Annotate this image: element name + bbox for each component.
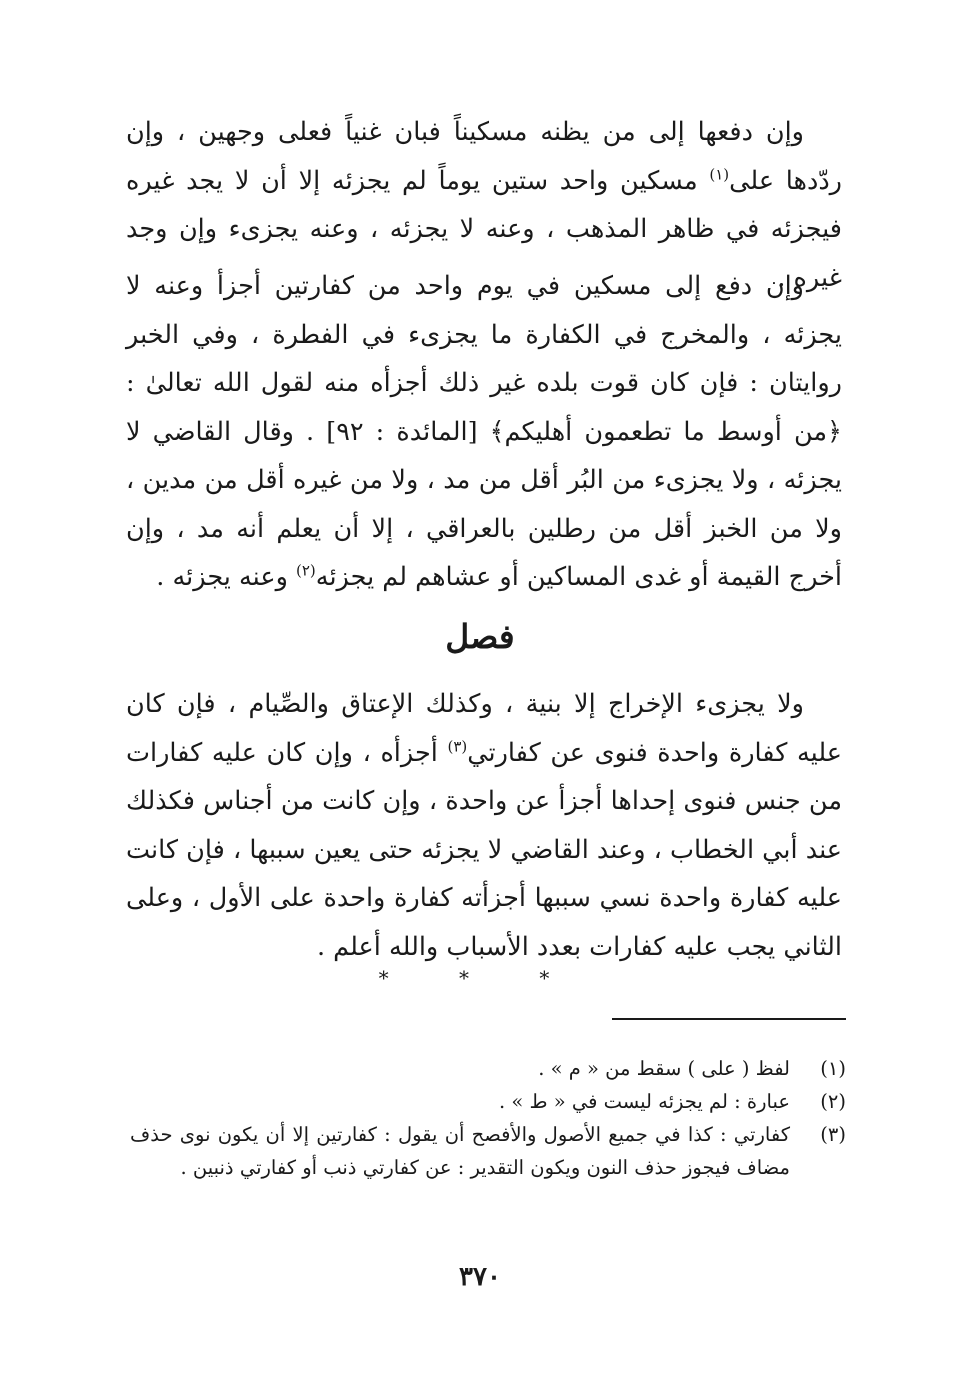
paragraph-text (126, 262, 842, 602)
paragraph-text-end: وعنه يجزئه . (156, 562, 296, 592)
footnote-text: كفارتي : كذا في جميع الأصول والأفصح أن يقول : كفارتين إلا أن يكون نوى حذف مضاف فيجوز حذف النون ويكون التقدير : عن كفارتي ذنب أو كفارتي ذنبين . (130, 1123, 790, 1179)
footnote-ref-3: (٣) (447, 737, 468, 755)
paragraph-3 (126, 680, 842, 981)
paragraph-2 (126, 262, 842, 612)
paragraph-text-end: أجزأه ، وإن كان عليه كفارات من جنس فنوى إحداها أجزأ عن واحدة ، وإن كانت من أجناس فكذلك عند أبي الخطاب ، وعند القاضي لا يجزئه حتى يعين سببها ، فإن كانت عليه كفارة واحدة نسي سببها أجزأته كفارة واحدة على الأول ، وعلى الثاني يجب عليه كفارات بعدد الأسباب والله أعلم . (126, 737, 842, 962)
footnote-1 (130, 1052, 846, 1085)
footnote-divider (612, 1018, 846, 1020)
footnote-text: عبارة : لم يجزئه ليست في « ط » . (498, 1090, 790, 1113)
footnote-number: (٢) (820, 1090, 846, 1113)
footnote-ref-2: (٢) (296, 561, 316, 580)
footnote-2 (130, 1085, 846, 1118)
page-number: ٣٧٠ (459, 1262, 501, 1292)
footnote-3 (130, 1118, 846, 1184)
paragraph-text-start: وإن دفع إلى مسكين في يوم واحد من كفارتين أجزأ وعنه لا يجزئه ، والمخرج في الكفارة ما يجزىء في الفطرة ، وفي الخبر روايتان : فإن كان قوت بلده غير ذلك أجزأه منه لقول الله تعالىٰ : ﴿من أوسط ما تطعمون أهليكم﴾ [المائدة : ٩٢] . وقال القاضي لا يجزئه ، ولا يجزىء من البُر أقل من مد ، ولا من غيره أقل من مدين ، ولا من الخبز أقل من رطلين بالعراقي ، إلا أن يعلم أنه مد ، وإن أخرج القيمة أو غدى المساكين أو عشاهم لم يجزئه (126, 271, 842, 592)
section-heading: فصل (445, 617, 515, 656)
paragraph-text-start: ولا يجزىء الإخراج إلا بنية ، وكذلك الإعتاق والصِّيام ، فإن كان عليه كفارة واحدة فنوى عن كفارتي (126, 689, 843, 768)
paragraph-text-end: مسكين واحد ستين يوماً لم يجزئه إلا أن لا يجد غيره فيجزئه في ظاهر المذهب ، وعنه لا يجزئه ، وعنه يجزىء وإن وجد غيره . (126, 165, 842, 293)
footnote-number: (٣) (820, 1123, 846, 1146)
footnotes (130, 1052, 846, 1184)
section-separator: * * * (378, 966, 582, 990)
paragraph-text (126, 680, 842, 971)
paragraph-text-start: وإن دفعها إلى من يظنه مسكيناً فبان غنياً فعلى وجهين ، وإن ردّدها على (126, 117, 842, 196)
footnote-ref-1: (١) (709, 165, 730, 183)
footnote-number: (١) (820, 1057, 846, 1080)
footnote-text: لفظ ( على ) سقط من « م » . (538, 1057, 790, 1080)
